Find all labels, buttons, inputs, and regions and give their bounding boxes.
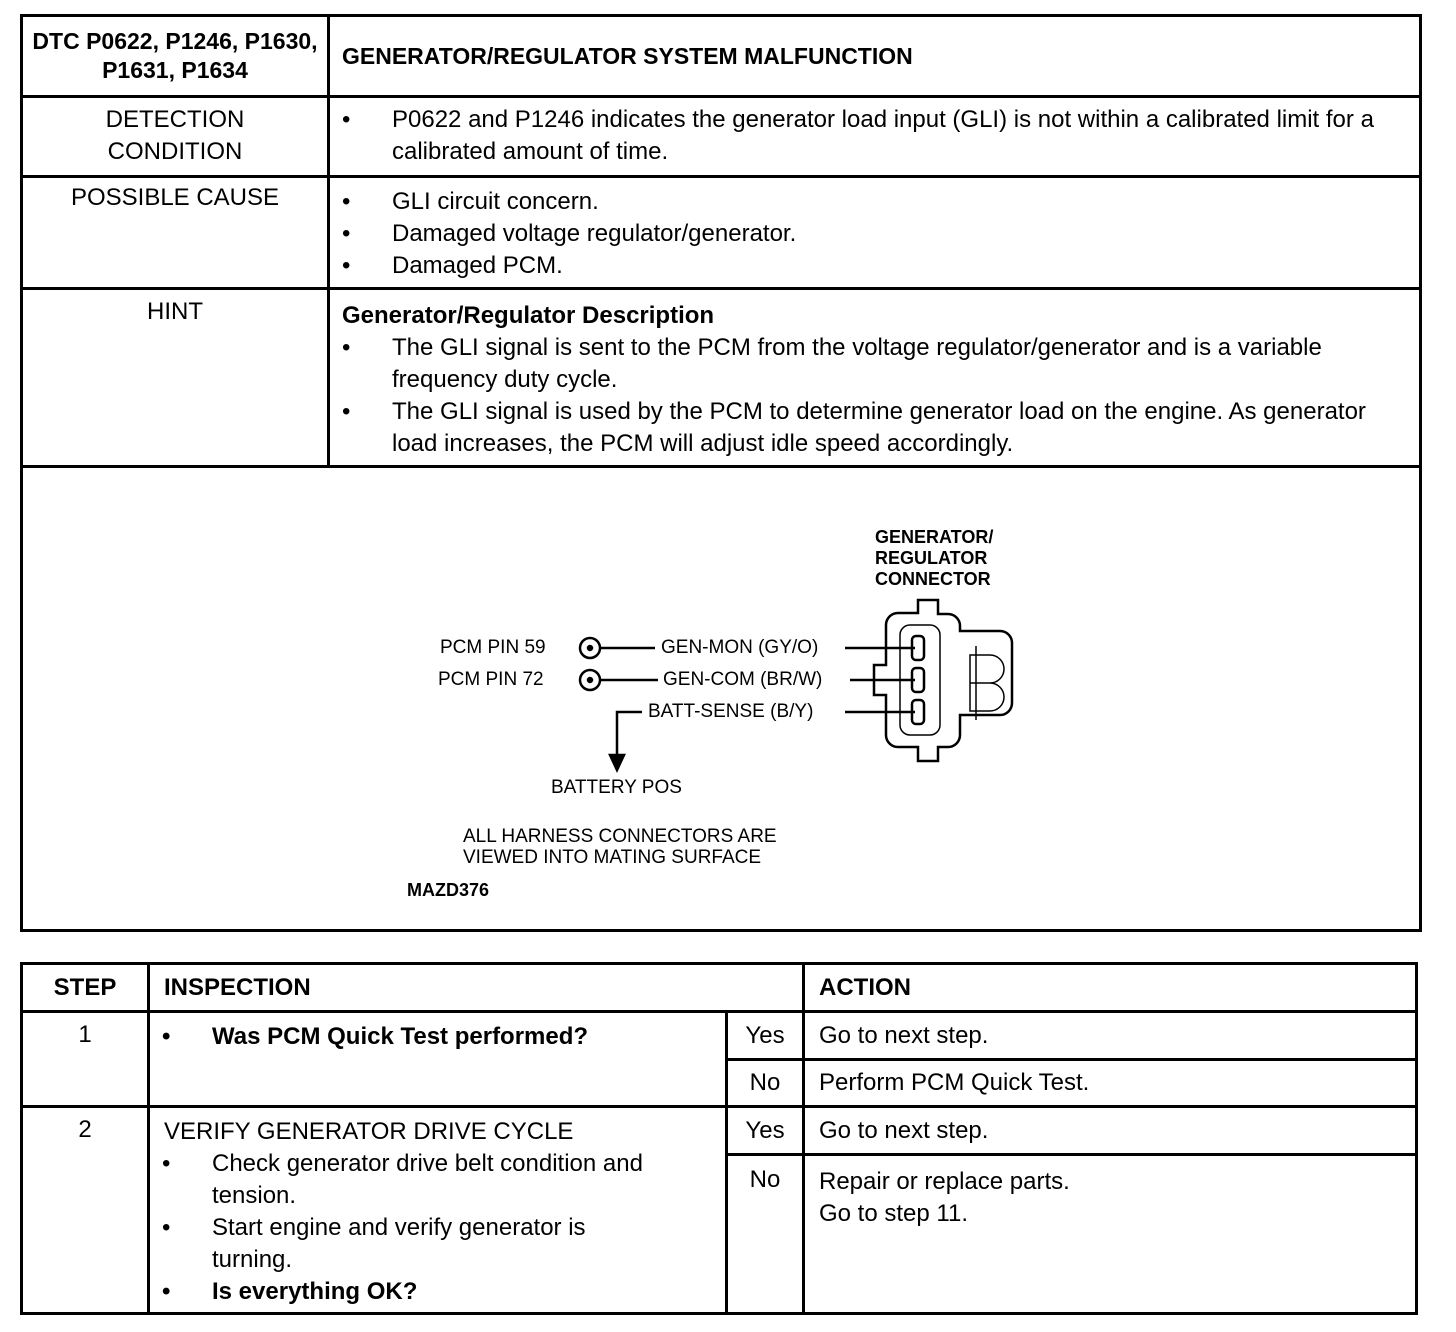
steps-table: [20, 962, 1418, 1315]
cause-bullet: • GLI circuit concern.: [342, 188, 599, 215]
gen-com-label: GEN-COM (BR/W): [663, 669, 823, 690]
yes-label: Yes: [727, 1107, 804, 1155]
no-action: Perform PCM Quick Test.: [804, 1060, 1417, 1107]
hint-bullet: • The GLI signal is used by the PCM to determine generator load on the engine. As generator load increases, the PCM will adjust idle speed accordingly.: [342, 398, 1366, 457]
step2-bullet: • Start engine and verify generator is turning.: [162, 1214, 586, 1273]
gen-mon-label: GEN-MON (GY/O): [661, 637, 819, 658]
pcm-pin-72-label: PCM PIN 72: [438, 669, 544, 690]
harness-note: ALL HARNESS CONNECTORS ARE VIEWED INTO MATING SURFACE: [463, 826, 777, 868]
yes-action: Go to next step.: [804, 1012, 1417, 1060]
step2-bullet: • Check generator drive belt condition and tension.: [162, 1150, 643, 1209]
no-label: No: [727, 1155, 804, 1314]
detection-bullet: • P0622 and P1246 indicates the generator load input (GLI) is not within a calibrated limit for a calibrated amount of time.: [342, 106, 1374, 165]
no-action: Repair or replace parts. Go to step 11.: [804, 1155, 1417, 1314]
step-number: 2: [22, 1107, 149, 1314]
detection-condition-label: DETECTION CONDITION: [22, 97, 329, 177]
step2-question: • Is everything OK?: [162, 1278, 418, 1305]
hint-bullet: • The GLI signal is sent to the PCM from the voltage regulator/generator and is a variable frequency duty cycle.: [342, 334, 1322, 393]
possible-cause-label: POSSIBLE CAUSE: [22, 177, 329, 289]
step1-question: • Was PCM Quick Test performed?: [162, 1023, 589, 1050]
yes-action: Go to next step.: [804, 1107, 1417, 1155]
battery-pos-label: BATTERY POS: [551, 777, 682, 798]
pcm-pin-59-label: PCM PIN 59: [440, 637, 546, 658]
step-number: 1: [22, 1012, 149, 1107]
connector-title: GENERATOR/ REGULATOR CONNECTOR: [875, 527, 994, 589]
no-label: No: [727, 1060, 804, 1107]
yes-label: Yes: [727, 1012, 804, 1060]
header-action: ACTION: [804, 964, 1417, 1012]
batt-sense-label: BATT-SENSE (B/Y): [648, 701, 814, 722]
connector-latch-icon: [970, 646, 1004, 720]
hint-label: HINT: [22, 289, 329, 467]
header-step: STEP: [22, 964, 149, 1012]
header-inspection: INSPECTION: [149, 964, 804, 1012]
cause-bullet: • Damaged voltage regulator/generator.: [342, 220, 797, 247]
cause-bullet: • Damaged PCM.: [342, 252, 563, 279]
step2-title: VERIFY GENERATOR DRIVE CYCLE: [164, 1118, 574, 1145]
hint-heading: Generator/Regulator Description: [342, 302, 715, 329]
figure-id: MAZD376: [407, 880, 490, 900]
dtc-title: GENERATOR/REGULATOR SYSTEM MALFUNCTION: [329, 16, 1421, 97]
dtc-codes: DTC P0622, P1246, P1630, P1631, P1634: [22, 16, 329, 97]
